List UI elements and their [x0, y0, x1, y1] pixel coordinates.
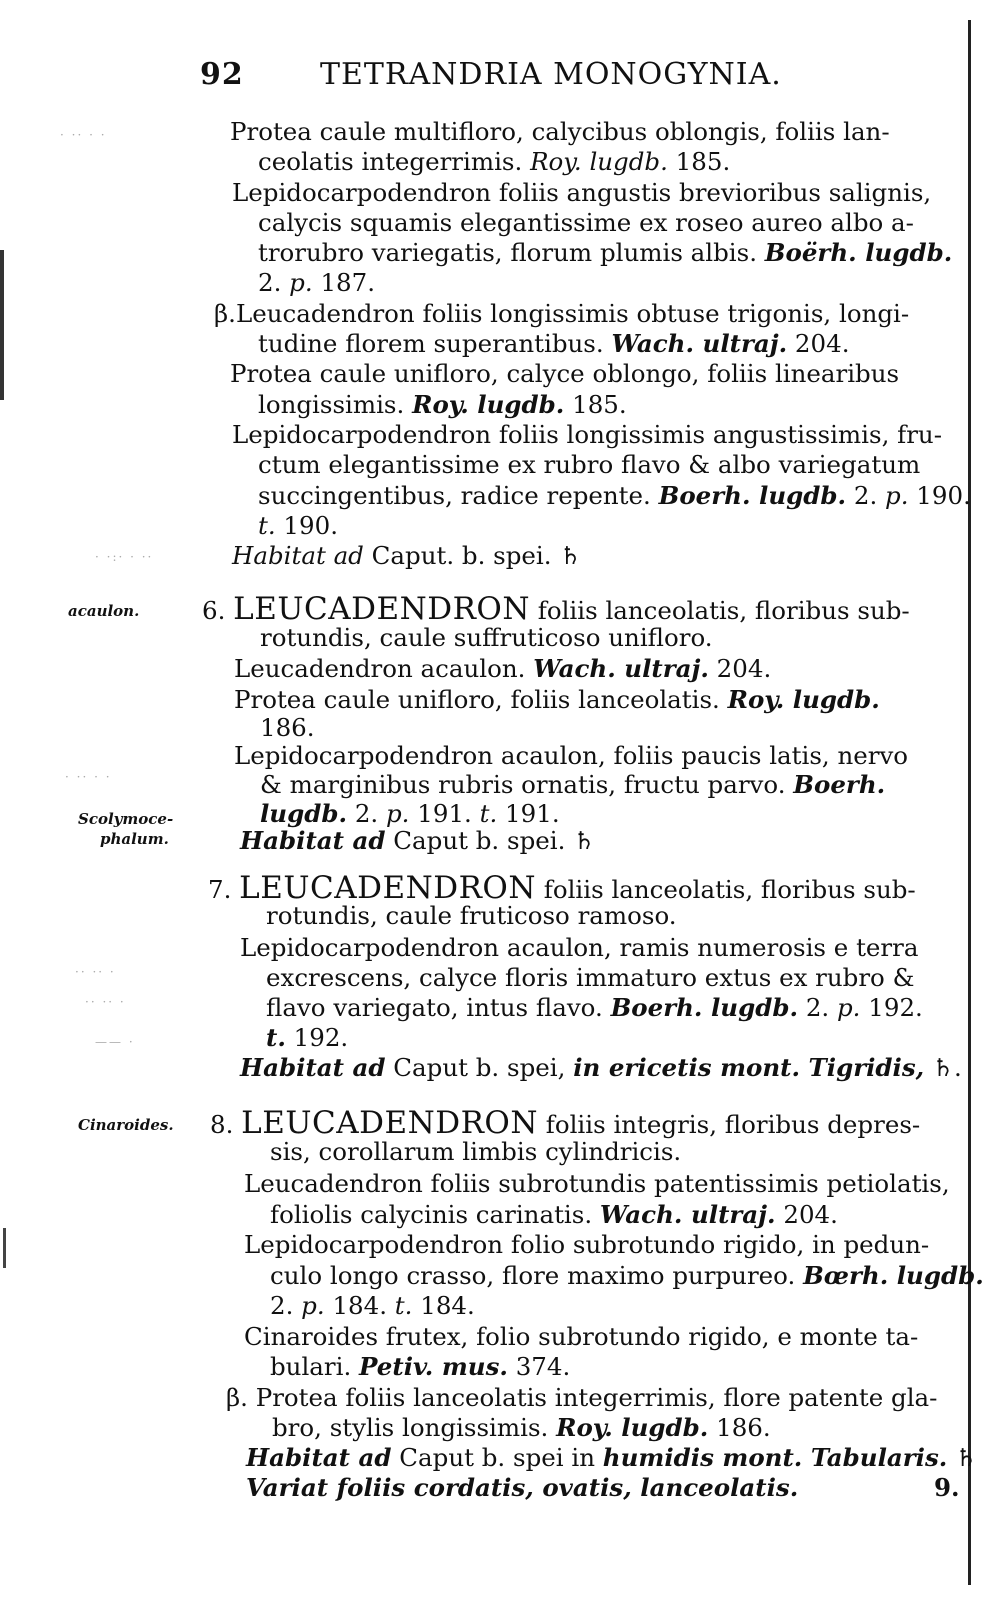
- text-line: β. Protea foliis lanceolatis integerrimis, flore patente gla-: [226, 1383, 938, 1412]
- margin-noise: · ·· · ·: [60, 128, 107, 142]
- text-line: Lepidocarpodendron foliis longissimis angustissimis, fru-: [232, 420, 942, 449]
- text-line: 2. p. 184. t. 184.: [270, 1291, 475, 1320]
- habitat-line: Habitat ad Caput b. spei. ♄: [240, 826, 596, 855]
- margin-noise: ·· ·· ·: [75, 965, 116, 979]
- margin-noise: · ·· · ·: [65, 770, 112, 784]
- text-line: Protea caule multifloro, calycibus oblongis, foliis lan-: [230, 117, 890, 146]
- text-line: Lepidocarpodendron acaulon, ramis numerosis e terra: [240, 933, 919, 962]
- margin-label-cinaroides: Cinaroides.: [78, 1116, 174, 1134]
- text-line: Lepidocarpodendron acaulon, foliis paucis latis, nervo: [234, 741, 909, 770]
- margin-noise: —— ·: [95, 1035, 135, 1049]
- text-line: Lepidocarpodendron foliis angustis brevioribus salignis,: [232, 178, 932, 207]
- text-line: culo longo crasso, flore maximo purpureo. Bœrh. lugdb.: [270, 1261, 984, 1290]
- margin-label-scolymocephalum-1: Scolymoce-: [78, 810, 174, 828]
- text-line: rotundis, caule suffruticoso unifloro.: [260, 623, 713, 652]
- text-line: bulari. Petiv. mus. 374.: [270, 1352, 571, 1381]
- text-line: trorubro variegatis, florum plumis albis. Boërh. lugdb.: [258, 238, 953, 267]
- text-line: foliolis calycinis carinatis. Wach. ultraj. 204.: [270, 1200, 838, 1229]
- text-line: t. 192.: [266, 1023, 349, 1052]
- text-line: 2. p. 187.: [258, 268, 375, 297]
- text-line: Leucadendron acaulon. Wach. ultraj. 204.: [234, 654, 772, 683]
- variat-line: Variat foliis cordatis, ovatis, lanceolatis.: [246, 1473, 799, 1502]
- text-line: Cinaroides frutex, folio subrotundo rigido, e monte ta-: [244, 1322, 919, 1351]
- text-line: β.Leucadendron foliis longissimis obtuse trigonis, longi-: [214, 299, 910, 328]
- species-heading: 8. LEUCADENDRON foliis integris, floribus depres-: [210, 1105, 921, 1141]
- text-line: excrescens, calyce floris immaturo extus ex rubro &: [266, 963, 915, 992]
- text-line: t. 190.: [258, 511, 338, 540]
- text-line: & marginibus rubris ornatis, fructu parvo. Boerh.: [260, 770, 886, 799]
- margin-label-scolymocephalum-2: phalum.: [100, 830, 169, 848]
- text-line: flavo variegato, intus flavo. Boerh. lugdb. 2. p. 192.: [266, 993, 923, 1022]
- text-line: bro, stylis longissimis. Roy. lugdb. 186.: [272, 1413, 771, 1442]
- species-heading: 7. LEUCADENDRON foliis lanceolatis, floribus sub-: [208, 870, 916, 906]
- text-line: Protea caule unifloro, calyce oblongo, foliis linearibus: [230, 359, 900, 388]
- text-line: rotundis, caule fruticoso ramoso.: [266, 901, 677, 930]
- text-line: ceolatis integerrimis. Roy. lugdb. 185.: [258, 147, 731, 176]
- page-edge-right: [968, 20, 971, 1585]
- margin-noise: · ·:· · ··: [95, 550, 154, 564]
- page-title: TETRANDRIA MONOGYNIA.: [320, 57, 782, 92]
- text-line: sis, corollarum limbis cylindricis.: [270, 1137, 682, 1166]
- species-heading: 6. LEUCADENDRON foliis lanceolatis, floribus sub-: [202, 591, 910, 627]
- habitat-line: Habitat ad Caput. b. spei. ♄: [232, 541, 582, 570]
- page-number: 92: [200, 57, 244, 92]
- text-line: calycis squamis elegantissime ex roseo aureo albo a-: [258, 208, 914, 237]
- text-line: ctum elegantissime ex rubro flavo & albo variegatum: [258, 450, 921, 479]
- text-line: longissimis. Roy. lugdb. 185.: [258, 390, 627, 419]
- text-line: Lepidocarpodendron folio subrotundo rigido, in pedun-: [244, 1230, 930, 1259]
- habitat-line: Habitat ad Caput b. spei in humidis mont. Tabularis. ♄: [246, 1443, 978, 1472]
- text-line: lugdb. 2. p. 191. t. 191.: [260, 799, 560, 828]
- page-edge-left-mark: [3, 1228, 6, 1268]
- catchword: 9.: [934, 1473, 960, 1502]
- page-edge-left: [0, 250, 4, 400]
- text-line: Protea caule unifloro, foliis lanceolatis. Roy. lugdb.: [234, 685, 880, 714]
- margin-noise: ·· ·· ·: [85, 995, 126, 1009]
- habitat-line: Habitat ad Caput b. spei, in ericetis mont. Tigridis, ♄.: [240, 1053, 962, 1082]
- text-line: tudine florem superantibus. Wach. ultraj. 204.: [258, 329, 850, 358]
- text-line: Leucadendron foliis subrotundis patentissimis petiolatis,: [244, 1169, 950, 1198]
- text-line: succingentibus, radice repente. Boerh. lugdb. 2. p. 190.: [258, 481, 971, 510]
- margin-label-acaulon: acaulon.: [68, 602, 140, 620]
- text-line: 186.: [260, 713, 315, 742]
